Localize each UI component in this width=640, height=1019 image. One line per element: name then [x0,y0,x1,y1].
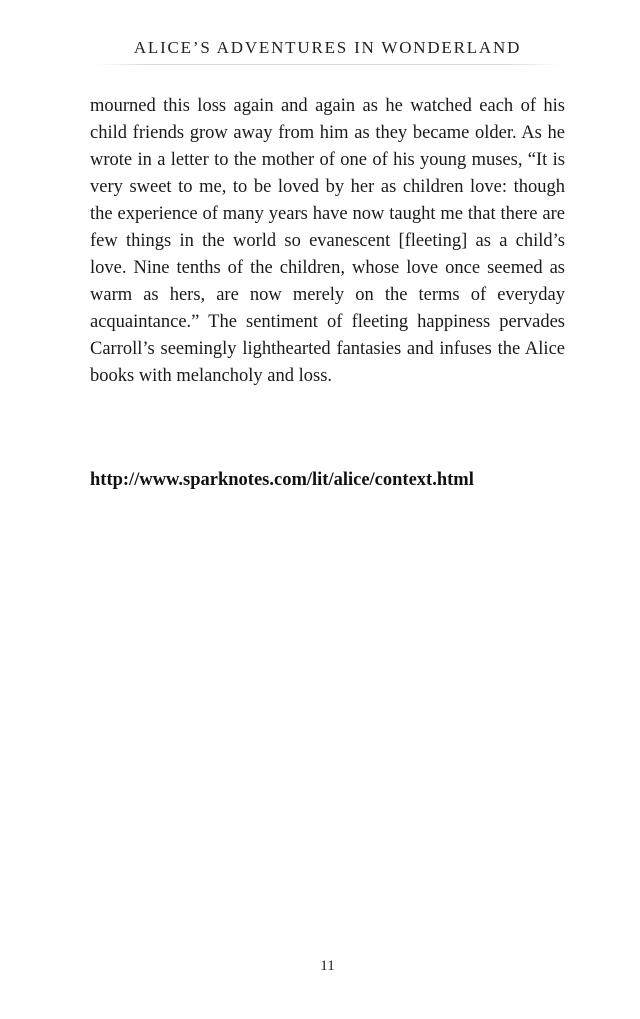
running-header-title: ALICE’S ADVENTURES IN WONDERLAND [133,38,522,57]
body-paragraph: mourned this loss again and again as he watched each of his child friends grow away from him as they became older. As he wrote in a letter to the mother of one of his young muses, “It is very sweet to me, to be loved by her as children love: though the experience of many years have now taught me that there are few things in the world so evanescent [fleeting] as a child’s love. Nine tenths of the children, whose love once seemed as warm as hers, are now merely on the terms of everyday acquaintance.” The sentiment of fleeting happiness pervades Carroll’s seemingly lighthearted fantasies and infuses the Alice books with melancholy and loss. [90,96,565,386]
source-link[interactable]: http://www.sparknotes.com/lit/alice/context.html [90,470,474,490]
header-divider [95,64,560,65]
page-number: 11 [320,958,335,974]
